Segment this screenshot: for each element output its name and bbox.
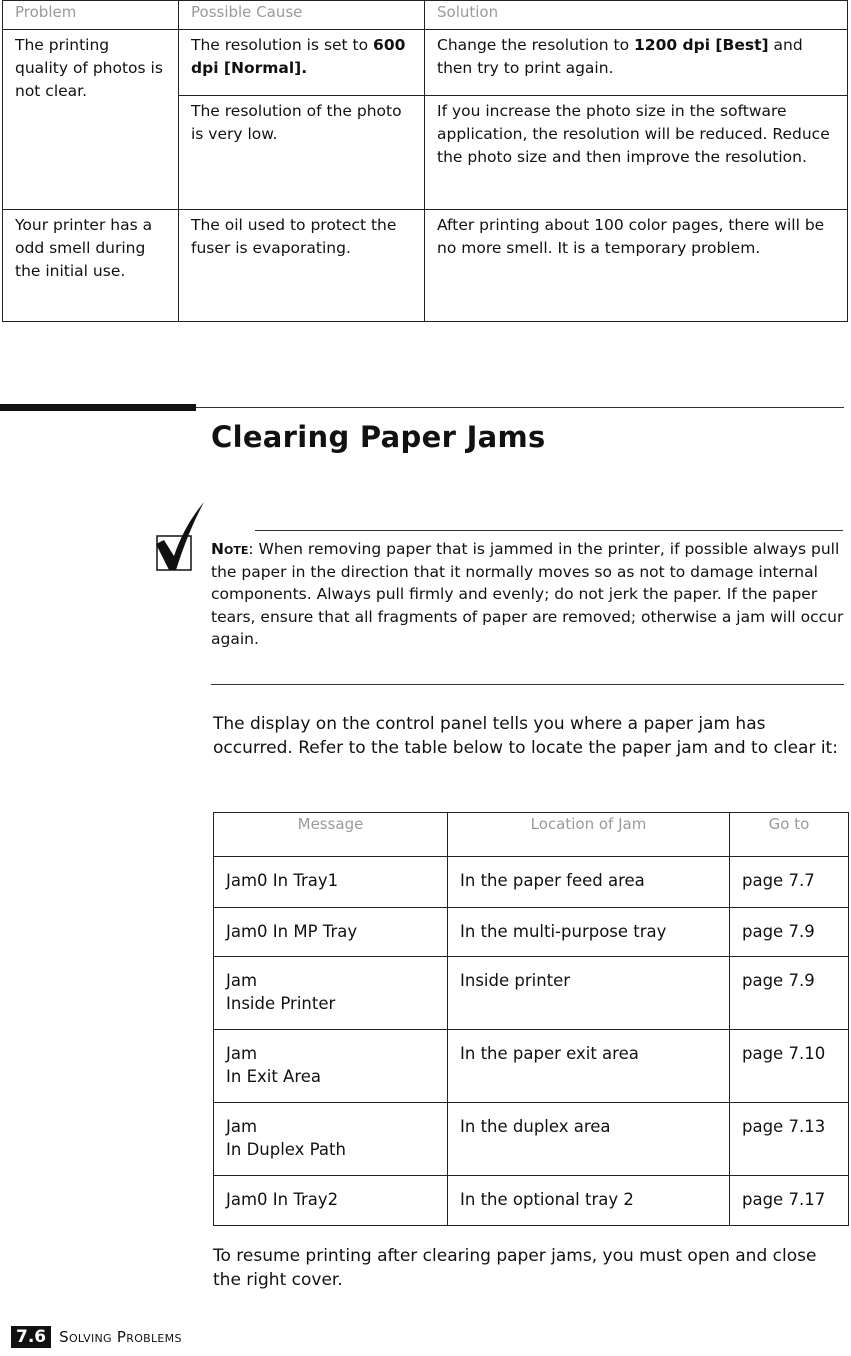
page-number-badge: 7.6 (11, 1326, 51, 1348)
page-ref-cell: page 7.9 (730, 957, 849, 1030)
table-row (214, 1103, 849, 1176)
message-cell: Jam0 In Tray1 (214, 857, 448, 908)
header-possible-cause: Possible Cause (179, 1, 425, 30)
page-ref-cell: page 7.17 (730, 1176, 849, 1226)
header-location: Location of Jam (448, 813, 730, 857)
solution-cell: If you increase the photo size in the software application, the resolution will be reduced. Reduce the photo size and then improve the resolution. (425, 96, 848, 210)
table-row (3, 210, 848, 322)
note-text: Note: When removing paper that is jammed in the printer, if possible always pull the paper in the direction that it normally moves so as not to damage internal components. Always pull firmly and evenly; do not jerk the paper. If the paper tears, ensure that all fragments of paper are removed; otherwise a jam will occur again. (211, 540, 844, 648)
table-header-row (3, 1, 848, 30)
troubleshooting-table (2, 0, 848, 322)
page-footer (11, 1326, 182, 1348)
header-go-to: Go to (730, 813, 849, 857)
table-header-row (214, 813, 849, 857)
message-cell: Jam0 In MP Tray (214, 908, 448, 957)
location-cell: In the optional tray 2 (448, 1176, 730, 1226)
message-cell: Jam Inside Printer (214, 957, 448, 1030)
section-divider-thin (196, 407, 844, 408)
table-row (214, 1030, 849, 1103)
cause-bold: 600 dpi [Normal]. (191, 36, 406, 77)
message-cell: Jam0 In Tray2 (214, 1176, 448, 1226)
problem-cell: Your printer has a odd smell during the initial use. (3, 210, 179, 322)
page-ref-cell: page 7.10 (730, 1030, 849, 1103)
table-row (214, 957, 849, 1030)
resume-paragraph: To resume printing after clearing paper jams, you must open and close the right cover. (213, 1246, 817, 1290)
location-cell: In the paper feed area (448, 857, 730, 908)
location-cell: In the paper exit area (448, 1030, 730, 1103)
cause-cell: The resolution is set to 600 dpi [Normal]. (179, 30, 425, 96)
table-row (214, 857, 849, 908)
location-cell: Inside printer (448, 957, 730, 1030)
solution-cell: After printing about 100 color pages, there will be no more smell. It is a temporary problem. (425, 210, 848, 322)
page-ref-cell: page 7.9 (730, 908, 849, 957)
message-cell: Jam In Exit Area (214, 1030, 448, 1103)
jam-location-table (213, 812, 849, 1226)
table-row (3, 30, 848, 96)
page-ref-cell: page 7.13 (730, 1103, 849, 1176)
table-row (214, 1176, 849, 1226)
header-solution: Solution (425, 1, 848, 30)
intro-paragraph: The display on the control panel tells you where a paper jam has occurred. Refer to the table below to locate the paper jam and to clear it: (213, 714, 838, 758)
page-ref-cell: page 7.7 (730, 857, 849, 908)
section-title: Clearing Paper Jams (211, 420, 546, 454)
header-message: Message (214, 813, 448, 857)
note-label: Note (211, 540, 249, 558)
solution-cell: Change the resolution to 1200 dpi [Best] and then try to print again. (425, 30, 848, 96)
chapter-title: Solving Problems (59, 1328, 182, 1346)
header-problem: Problem (3, 1, 179, 30)
location-cell: In the duplex area (448, 1103, 730, 1176)
message-cell: Jam In Duplex Path (214, 1103, 448, 1176)
location-cell: In the multi-purpose tray (448, 908, 730, 957)
cause-cell: The resolution of the photo is very low. (179, 96, 425, 210)
cause-cell: The oil used to protect the fuser is evaporating. (179, 210, 425, 322)
checkmark-note-icon (154, 498, 206, 580)
note-rule-top (255, 530, 843, 531)
table-row (214, 908, 849, 957)
problem-cell: The printing quality of photos is not clear. (3, 30, 179, 210)
section-divider-thick (0, 404, 196, 411)
solution-bold: 1200 dpi [Best] (634, 36, 769, 54)
note-rule-bottom (211, 684, 844, 685)
